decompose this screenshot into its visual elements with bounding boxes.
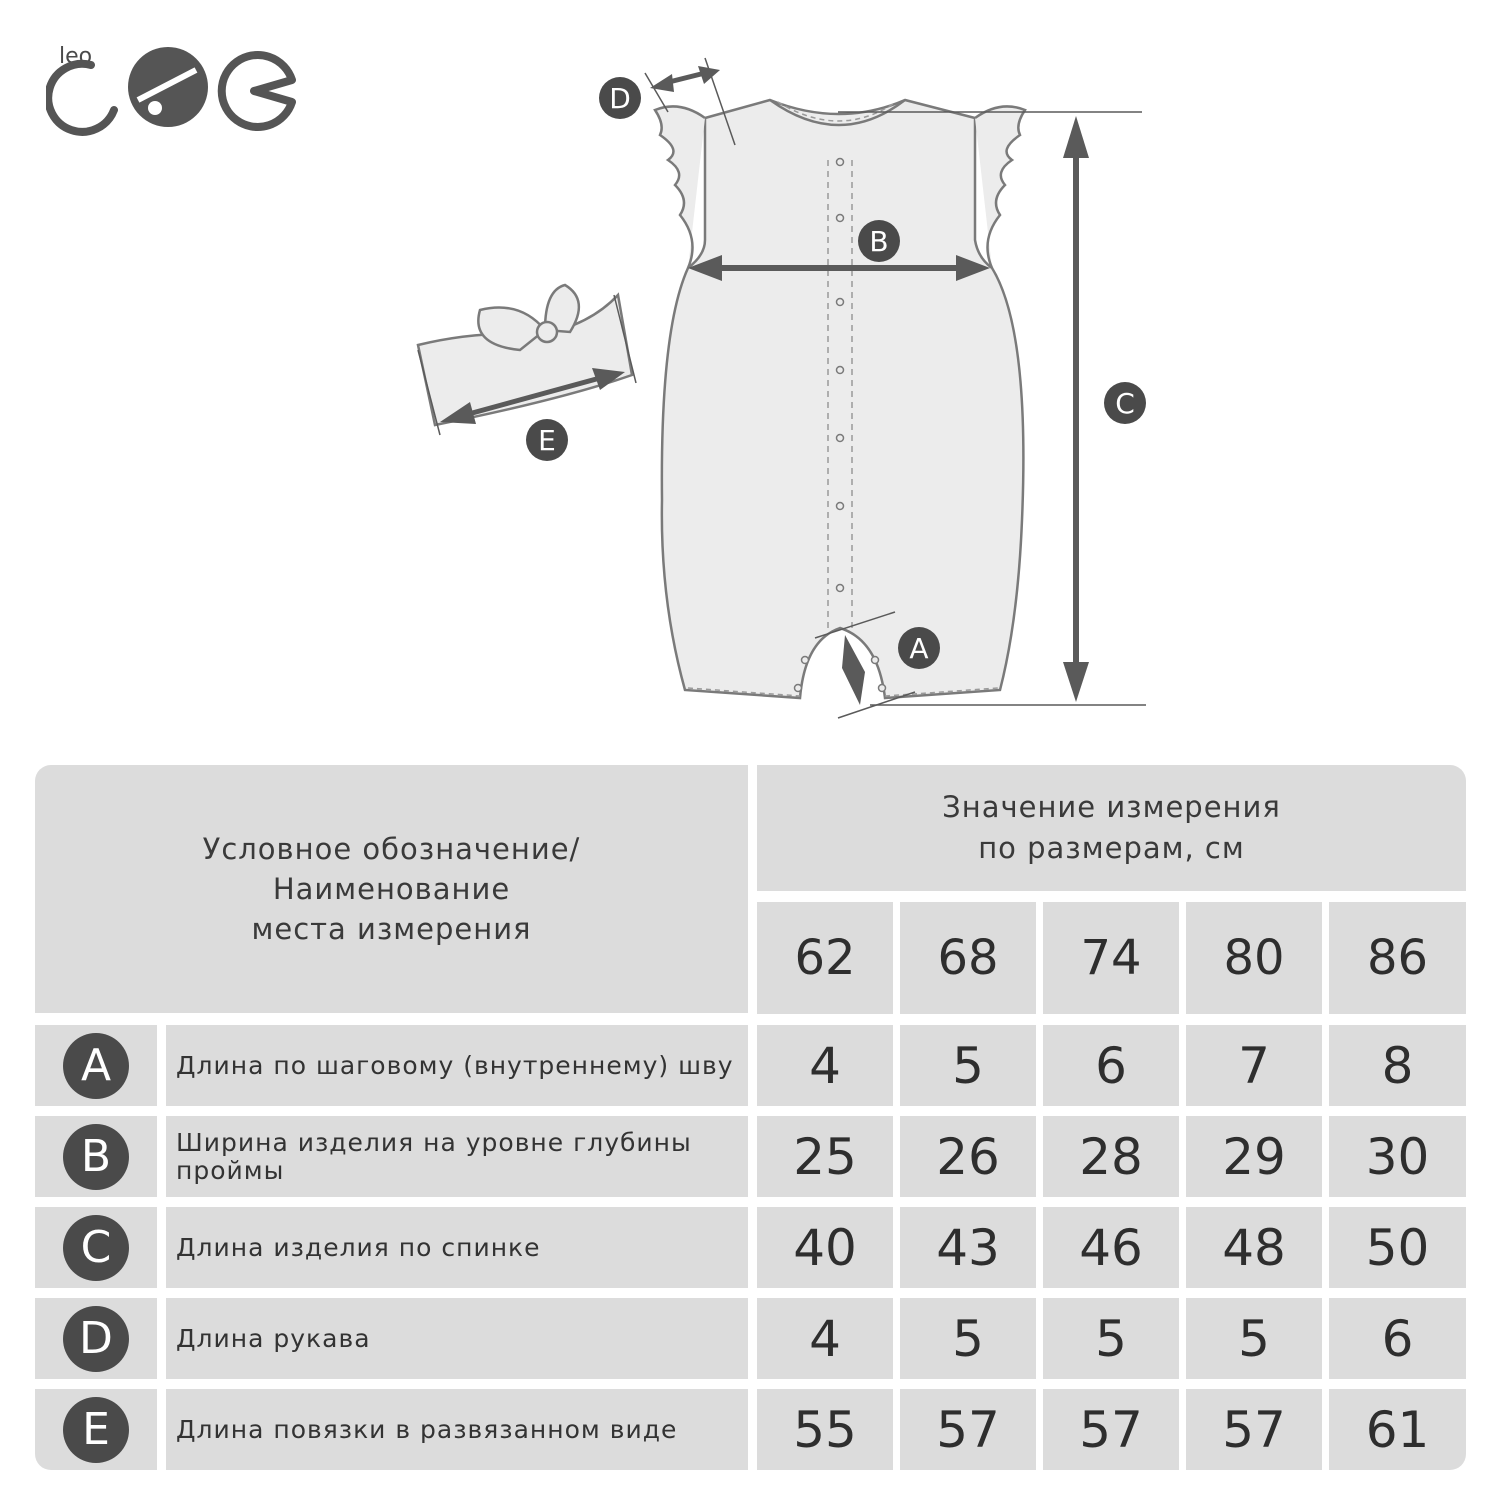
romper-drawing xyxy=(655,100,1025,698)
row-value: 26 xyxy=(900,1116,1036,1197)
size-header: 74 xyxy=(1043,902,1179,1014)
row-value: 30 xyxy=(1329,1116,1466,1197)
size-header: 80 xyxy=(1186,902,1322,1014)
marker-b xyxy=(858,220,900,262)
row-letter-cell xyxy=(35,1207,157,1288)
marker-e-label: E xyxy=(538,424,556,457)
size-header: 62 xyxy=(757,902,893,1014)
table-header-left: Условное обозначение/ Наименование места измерения xyxy=(35,765,748,1013)
row-value: 6 xyxy=(1329,1298,1466,1379)
row-value: 46 xyxy=(1043,1207,1179,1288)
row-name: Длина повязки в развязанном виде xyxy=(166,1389,748,1470)
row-value: 6 xyxy=(1043,1025,1179,1106)
row-value: 55 xyxy=(757,1389,893,1470)
row-letter-cell xyxy=(35,1116,157,1197)
size-header: 86 xyxy=(1329,902,1466,1014)
row-value: 29 xyxy=(1186,1116,1322,1197)
row-value: 43 xyxy=(900,1207,1036,1288)
letter-badge: B xyxy=(63,1124,129,1190)
row-letter-cell xyxy=(35,1389,157,1470)
garment-diagram xyxy=(0,0,1502,740)
row-value: 5 xyxy=(1186,1298,1322,1379)
letter-badge: C xyxy=(63,1215,129,1281)
row-value: 57 xyxy=(1186,1389,1322,1470)
marker-d xyxy=(599,77,641,119)
headband-drawing xyxy=(418,285,632,425)
row-value: 57 xyxy=(1043,1389,1179,1470)
row-value: 7 xyxy=(1186,1025,1322,1106)
row-letter-cell xyxy=(35,1025,157,1106)
row-value: 4 xyxy=(757,1298,893,1379)
marker-a-label: A xyxy=(909,632,929,665)
row-value: 5 xyxy=(1043,1298,1179,1379)
row-value: 4 xyxy=(757,1025,893,1106)
size-header: 68 xyxy=(900,902,1036,1014)
row-value: 61 xyxy=(1329,1389,1466,1470)
row-value: 5 xyxy=(900,1025,1036,1106)
letter-badge: E xyxy=(63,1397,129,1463)
marker-b-label: B xyxy=(869,225,889,258)
row-value: 5 xyxy=(900,1298,1036,1379)
row-value: 50 xyxy=(1329,1207,1466,1288)
row-value: 57 xyxy=(900,1389,1036,1470)
row-name: Ширина изделия на уровне глубины проймы xyxy=(166,1116,748,1197)
row-value: 48 xyxy=(1186,1207,1322,1288)
row-value: 8 xyxy=(1329,1025,1466,1106)
row-value: 28 xyxy=(1043,1116,1179,1197)
marker-e xyxy=(526,419,568,461)
row-value: 25 xyxy=(757,1116,893,1197)
row-name: Длина изделия по спинке xyxy=(166,1207,748,1288)
logo-small-text: leo xyxy=(59,44,93,69)
marker-d-label: D xyxy=(609,82,631,115)
row-name: Длина рукава xyxy=(166,1298,748,1379)
row-letter-cell xyxy=(35,1298,157,1379)
letter-badge: D xyxy=(63,1306,129,1372)
table-header-right: Значение измерения по размерам, см xyxy=(757,765,1466,891)
row-name: Длина по шаговому (внутреннему) шву xyxy=(166,1025,748,1106)
letter-badge: A xyxy=(63,1033,129,1099)
marker-c-label: C xyxy=(1115,387,1135,420)
row-value: 40 xyxy=(757,1207,893,1288)
marker-c xyxy=(1104,382,1146,424)
marker-a xyxy=(898,627,940,669)
